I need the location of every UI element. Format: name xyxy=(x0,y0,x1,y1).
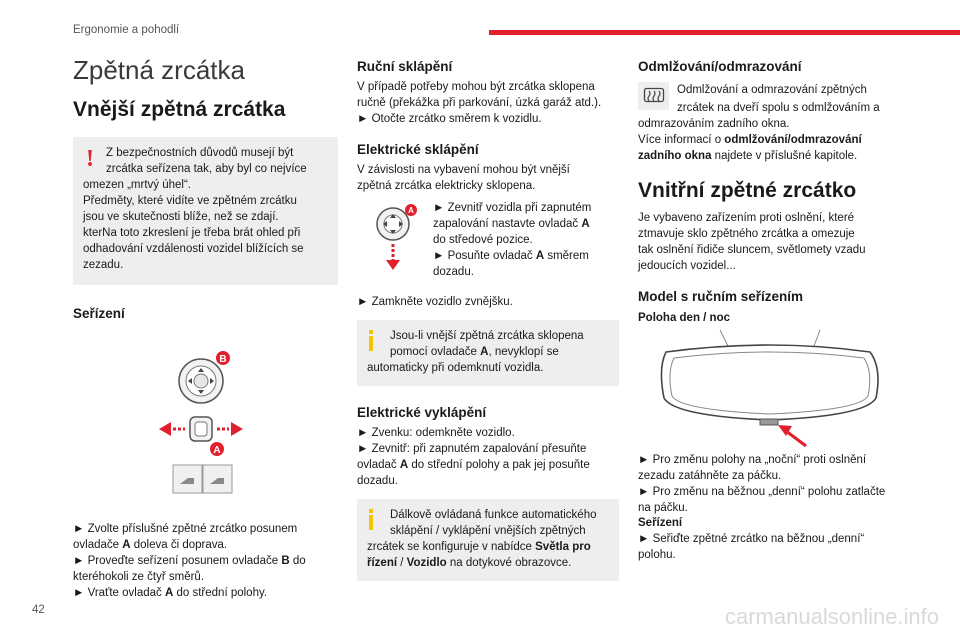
body-text: zrcátek na dveří spolu s odmlžováním a xyxy=(677,102,880,114)
info-icon xyxy=(369,509,373,531)
label-b: B xyxy=(219,354,227,365)
body-text: Více informací o odmlžování/odmrazování xyxy=(638,134,862,146)
header-accent-bar xyxy=(489,30,960,35)
step-text: ► Zamkněte vozidlo zvnějšku. xyxy=(357,296,513,308)
step-text: ► Proveďte seřízení posunem ovladače B do xyxy=(73,555,306,567)
info-box: Dálkově ovládaná funkce automatického sklápění / vyklápění vnějších zpětných zrcátek se konfiguruje v nabídce Světla pro řízení / Vozidlo na dotykové obrazovce. xyxy=(357,499,619,581)
adjust-heading: Seřízení xyxy=(73,306,125,321)
fold-step-block xyxy=(357,200,619,286)
step-text: ► Vraťte ovladač A do střední polohy. xyxy=(73,587,268,599)
section-label: Ergonomie a pohodlí xyxy=(73,24,180,36)
step-text: ovladače A doleva či doprava. xyxy=(73,539,228,551)
step-text: ► Pro změnu polohy na „noční“ proti oslnění xyxy=(638,454,867,466)
page-title: Zpětná zrcátka xyxy=(73,55,245,85)
step-text: polohu. xyxy=(638,549,676,561)
step-text: ► Zvenku: odemkněte vozidlo. xyxy=(357,427,515,439)
electric-fold-heading: Elektrické sklápění xyxy=(357,142,479,157)
tab-lever-icon xyxy=(760,419,778,425)
step-text: zapalování nastavte ovladač A xyxy=(433,218,590,230)
warning-line: Předměty, které vidíte ve zpětném zrcátku xyxy=(83,195,297,207)
warning-line: zrcátka seřízena tak, aby byl co nejvíce xyxy=(106,163,307,175)
step-text: ► Seřiďte zpětné zrcátko na běžnou „denní“ xyxy=(638,533,865,545)
manual-model-heading: Model s ručním seřízením xyxy=(638,289,804,304)
warning-line: jsou ve skutečnosti blíže, než se zdají. xyxy=(83,211,279,223)
info-icon xyxy=(369,330,373,352)
step-text: do středové pozice. xyxy=(433,234,533,246)
body-text: zadního okna najdete v příslušné kapitole. xyxy=(638,150,858,162)
body-text: Je vybaveno zařízením proti oslnění, které xyxy=(638,212,855,224)
body-text: tak oslnění řidiče sluncem, světlomety vzadu xyxy=(638,244,866,256)
rear-defrost-icon xyxy=(638,82,669,110)
arrow-down-icon xyxy=(386,260,400,270)
warning-line: omezen „mrtvý úhel“. xyxy=(83,179,192,191)
inner-mirror-heading: Vnitřní zpětné zrcátko xyxy=(638,179,857,202)
defrost-heading: Odmlžování/odmrazování xyxy=(638,59,802,74)
step-text: ► Zvolte příslušné zpětné zrcátko posunem xyxy=(73,523,298,535)
step-text: ► Zevnitř vozidla při zapnutém xyxy=(433,202,592,214)
day-night-heading: Poloha den / noc xyxy=(638,312,731,324)
body-text: zpětná zrcátka elektricky sklopena. xyxy=(357,180,536,192)
body-text: ručně (překážka při parkování, úzká garáž atd.). xyxy=(357,97,602,109)
section-heading-outer-mirrors: Vnější zpětná zrcátka xyxy=(73,98,286,121)
step-text: ovladač A do střední polohy a pak jej posuňte xyxy=(357,459,590,471)
electric-unfold-heading: Elektrické vyklápění xyxy=(357,405,487,420)
step-text: dozadu. xyxy=(433,266,474,278)
step-text: na páčku. xyxy=(638,502,688,514)
adjust-subheading: Seřízení xyxy=(638,517,683,529)
warning-line: kterNa toto zkreslení je třeba brát ohled při xyxy=(83,227,301,239)
label-a: A xyxy=(213,445,221,456)
arrow-right-icon xyxy=(231,422,243,436)
step-text: ► Pro změnu na běžnou „denní“ polohu zatlačte xyxy=(638,486,886,498)
step-text: ► Posuňte ovladač A směrem xyxy=(433,250,589,262)
manual-fold-heading: Ruční sklápění xyxy=(357,59,453,74)
warning-line: odhadování vzdálenosti vozidel blížících se xyxy=(83,243,304,255)
column-left xyxy=(73,50,338,601)
page-number: 42 xyxy=(32,604,45,616)
warning-line: Z bezpečnostních důvodů musejí být xyxy=(106,147,294,159)
body-text: V případě potřeby mohou být zrcátka sklopena xyxy=(357,81,595,93)
warning-box xyxy=(73,137,338,285)
step-text: ► Zevnitř: při zapnutém zapalování přesuňte xyxy=(357,443,587,455)
body-text: ► Otočte zrcátko směrem k vozidlu. xyxy=(357,113,542,125)
arrow-left-icon xyxy=(159,422,171,436)
warning-icon: ! xyxy=(86,146,94,172)
info-box: Jsou-li vnější zpětná zrcátka sklopena pomocí ovladače A, nevyklopí se automaticky při odemknutí vozidla. xyxy=(357,320,619,386)
body-text: Odmlžování a odmrazování zpětných xyxy=(677,84,867,96)
body-text: jedoucích vozidel... xyxy=(638,260,736,272)
warning-line: zezadu. xyxy=(83,259,124,271)
body-text: V závislosti na vybavení mohou být vnější xyxy=(357,164,570,176)
svg-text:A: A xyxy=(408,206,414,215)
step-text: dozadu. xyxy=(357,475,398,487)
step-text: zezadu zatáhněte za páčku. xyxy=(638,470,782,482)
step-text: kteréhokoli ze čtyř směrů. xyxy=(73,571,205,583)
column-right xyxy=(638,50,903,563)
body-text: odmrazováním zadního okna. xyxy=(638,118,790,130)
watermark-text: carmanualsonline.info xyxy=(725,604,940,629)
inner-mirror-illustration xyxy=(638,328,903,448)
defrost-block xyxy=(638,80,903,164)
fold-control-illustration xyxy=(367,202,427,282)
column-middle xyxy=(357,50,619,581)
mirror-control-illustration xyxy=(73,333,338,503)
body-text: ztmavuje sklo zpětného zrcátka a omezuje xyxy=(638,228,855,240)
